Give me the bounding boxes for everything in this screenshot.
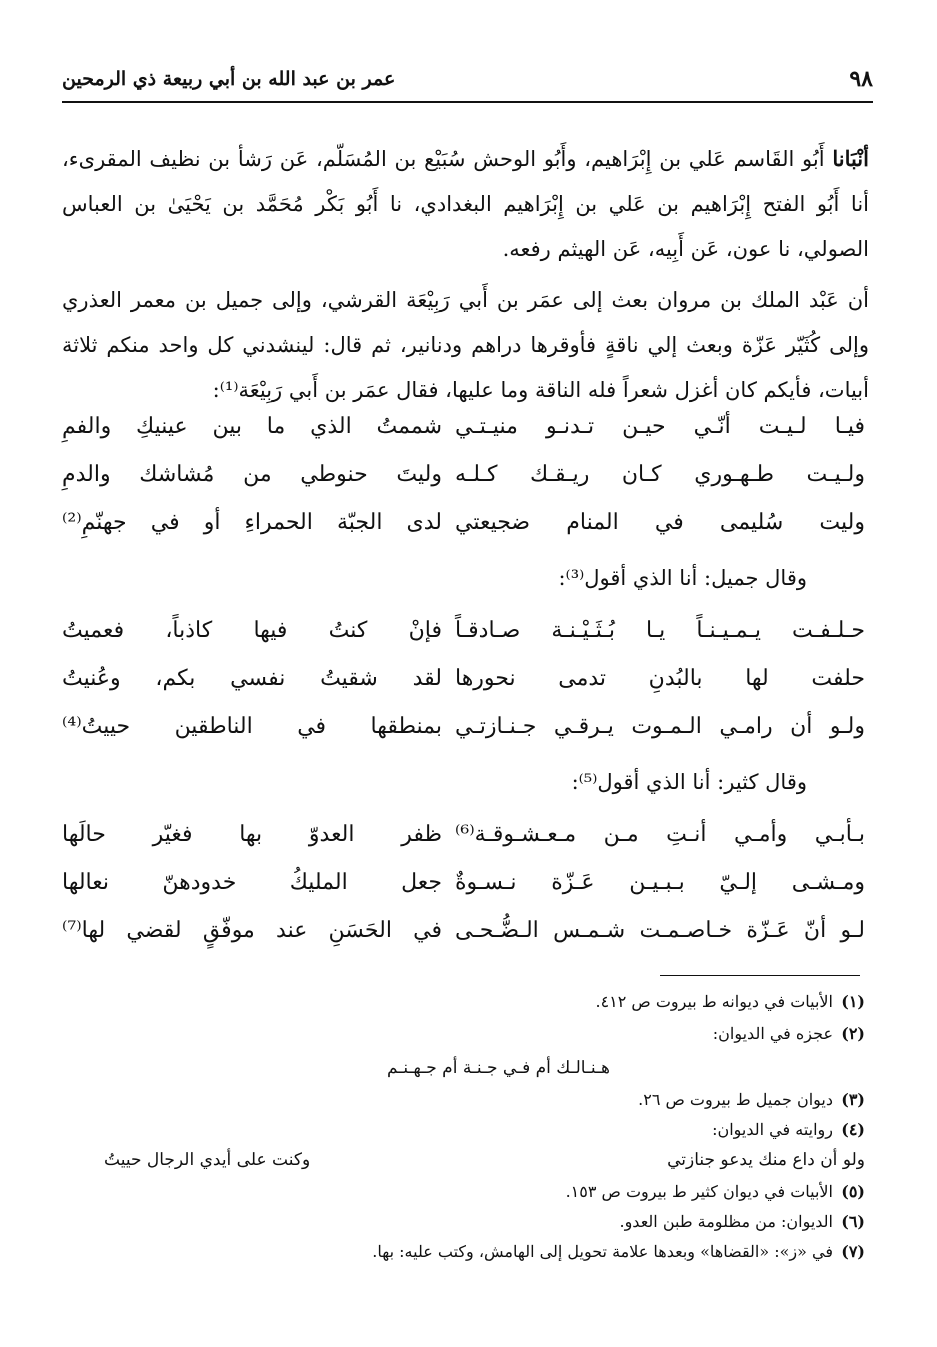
footnote-text: الأبيات في ديوان كثير ط بيروت ص ١٥٣. <box>565 1182 833 1201</box>
footnote-number: (٦) <box>841 1212 865 1231</box>
footnote-1 <box>595 992 865 1011</box>
footnote-6 <box>619 1212 865 1231</box>
footnote-separator <box>660 975 860 976</box>
poem2-verse2-first-hemistich: حلفت لها بالبُدنِ تدمى نحورها <box>455 666 865 691</box>
poem1-verse3-first-hemistich: وليت سُليمى في المنام ضجيعتي <box>455 510 865 535</box>
poem3-verse3-first-hemistich: لـو أنّ عَـزّة خـاصـمـت شـمـس الـضُّـحـى <box>455 918 865 943</box>
footnote-text: روايته في الديوان: <box>712 1120 833 1139</box>
header-rule <box>62 101 873 103</box>
footnote-number: (٥) <box>841 1182 865 1201</box>
poem3-verse2-first-hemistich: ومـشـى إلـيّ بـبـيـن عَـزّة نـسـوةٌ <box>455 870 865 895</box>
footnote-number: (٢) <box>841 1024 865 1043</box>
poem3-verse1-first-hemistich: بـأبـي وأمـي أنـتِ مـن مـعـشـوقـة⁽⁶⁾ <box>455 822 865 847</box>
poem1-verse2-second-hemistich: وليتَ حنوطي من مُشاشك والدمِ <box>62 462 442 487</box>
poem1-verse3-second-hemistich: لدى الجبّة الحمراءِ أو في جهنّمِ⁽²⁾ <box>62 510 442 535</box>
page-header <box>62 62 873 98</box>
footnote-5 <box>566 1182 865 1201</box>
poem3-verse3-second-hemistich: في الحَسَنِ عند موفّقٍ لقضي لها⁽⁷⁾ <box>62 918 442 943</box>
footnote-number: (٣) <box>841 1090 865 1109</box>
poem1-verse1-second-hemistich: شممتُ الذي ما بين عينيكِ والفمِ <box>62 414 442 439</box>
poem3-verse2-second-hemistich: جعل المليكُ خدودهنّ نعالها <box>62 870 442 895</box>
story-paragraph: أن عَبْد الملك بن مروان بعث إلى عمَر بن أَبي رَبِيْعَة القرشي، وإلى جميل بن معمر العذري وإلى كُثَيّر عَزّة وبعث إلي ناقةٍ فأوقرها دراهم ودنانير، ثم قال: لينشدني كل واحد منكم ثلاثة أبيات، فأيكم كان أغزل شعراً فله الناقة وما عليها، فقال عمَر بن أَبي رَبِيْعَة⁽¹⁾: <box>62 288 869 402</box>
footnote-number: (١) <box>841 992 865 1011</box>
poem1-verse1-first-hemistich: فيـا لـيـت أنّـي حيـن تـدنـو منيـتـي <box>455 414 865 439</box>
page-number: ٩٨ <box>849 66 873 92</box>
poem3-intro: وقال كثير: أنا الذي أقول⁽⁵⁾: <box>571 770 807 794</box>
poem3-verse1-second-hemistich: ظفر العدوّ بها فغيّر حالَها <box>62 822 442 847</box>
footnote-4-verse-first-hemistich: ولو أن داع منك يدعو جنازتي <box>667 1150 865 1170</box>
footnote-4-verse-second-hemistich: وكنت على أيدي الرجال حييتُ <box>104 1150 311 1170</box>
poem1-verse2-first-hemistich: ولـيـت طـهـوري كـان ريـقـك كـلـه <box>455 462 865 487</box>
poem2-verse1-first-hemistich: حـلـفـت يـمـيـنـاً يـا بُـثَـيْـنـة صـادقـاً <box>455 618 865 643</box>
poem2-verse3-first-hemistich: ولـو أن رامـي الـمـوت يـرقـي جـنـازتـي <box>455 714 865 739</box>
footnote-number: (٤) <box>841 1120 865 1139</box>
footnote-text: عجزه في الديوان: <box>712 1024 833 1043</box>
poem2-verse3-second-hemistich: بمنطقها في الناطقين حييتُ⁽⁴⁾ <box>62 714 442 739</box>
footnote-7 <box>372 1242 865 1261</box>
running-title: عمر بن عبد الله بن أبي ربيعة ذي الرمحين <box>62 68 396 90</box>
footnote-2-verse: هـنـالـك أم فـي جـنـة أم جـهـنـم <box>387 1058 610 1078</box>
footnote-2 <box>713 1024 865 1043</box>
poem2-verse1-second-hemistich: فإنْ كنتُ فيها كاذباً، فعميتُ <box>62 618 442 643</box>
footnote-3 <box>638 1090 865 1109</box>
footnote-text: الديوان: من مظلومة طبن العدو. <box>619 1212 833 1231</box>
footnote-text: ديوان جميل ط بيروت ص ٢٦. <box>638 1090 833 1109</box>
isnad-paragraph <box>62 136 869 272</box>
isnad-text: أَبُو القَاسم عَلي بن إِبْرَاهيم، وأَبُو الوحش سُبَيْع بن المُسَلّم، عَن رَشأ بن نظيف المقرىء، أنا أَبُو الفتح إِبْرَاهيم بن عَلي بن إِبْرَاهيم البغدادي، نا أَبُو بَكْر مُحَمَّد بن يَحْيَىٰ بن العباس الصولي، نا عون، عَن أَبِيه، عَن الهيثم رفعه. <box>62 147 869 261</box>
poem2-intro: وقال جميل: أنا الذي أقول⁽³⁾: <box>558 566 807 590</box>
footnote-number: (٧) <box>841 1242 865 1261</box>
poem2-verse2-second-hemistich: لقد شقيتُ نفسي بكم، وعُنيتُ <box>62 666 442 691</box>
isnad-lead: أنْبَانا <box>832 146 869 171</box>
footnote-text: في «ز»: «القضاها» وبعدها علامة تحويل إلى الهامش، وكتب عليه: بها. <box>372 1242 833 1261</box>
footnote-4 <box>712 1120 865 1139</box>
footnote-text: الأبيات في ديوانه ط بيروت ص ٤١٢. <box>595 992 833 1011</box>
